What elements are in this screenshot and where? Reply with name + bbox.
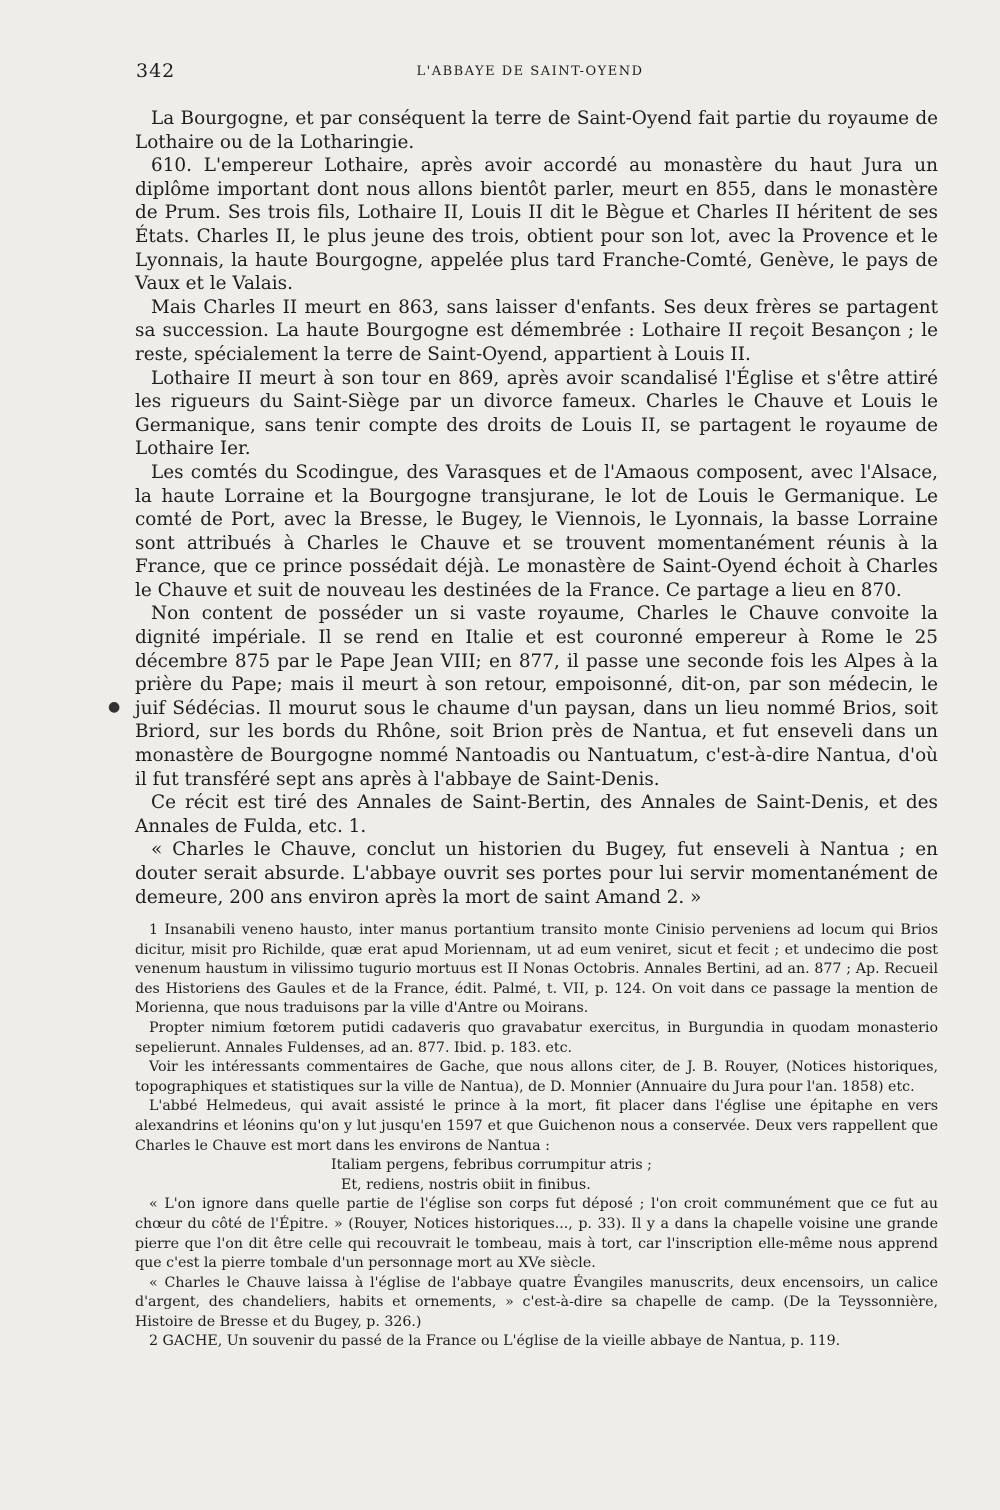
footnote: Propter nimium fœtorem putidi cadaveris quo gravabatur exercitus, in Burgundia in quodam monasterio sepelierunt. Annales Fuldenses, ad an. 877. Ibid. p. 183. etc.: [135, 1019, 938, 1056]
footnote: Voir les intéressants commentaires de Gache, que nous allons citer, de J. B. Rouyer, (Notices historiques, topographiques et statistiques sur la ville de Nantua), de D. Monnier (Annuaire du Jura pour l'an. 1858) etc.: [135, 1059, 938, 1095]
paragraph: 610. L'empereur Lothaire, après avoir accordé au monastère du haut Jura un diplôme important dont nous allons bientôt parler, meurt en 855, dans le monastère de Prum. Ses trois fils, Lothaire II, Louis II dit le Bègue et Charles II héritent de ses États. Charles II, le plus jeune des trois, obtient pour son lot, avec la Provence et le Lyonnais, la haute Bourgogne, appelée plus tard Franche-Comté, Genève, le pays de Vaux et le Valais.: [135, 155, 938, 295]
footnotes: [135, 921, 938, 1352]
paragraph: La Bourgogne, et par conséquent la terre de Saint-Oyend fait partie du royaume de Lothaire ou de la Lotharingie.: [135, 108, 938, 153]
page-number: 342: [136, 60, 176, 82]
margin-bullet-icon: ●: [108, 699, 121, 715]
footnote: 1 Insanabili veneno hausto, inter manus portantium transito monte Cinisio perveniens ad locum qui Brios dicitur, misit pro Richilde, quæ erat apud Moriennam, ut ad eum veniret, sicut et fecit ; et undecimo die post venenum haustum in vilissimo tugurio mortuus est II Nonas Octobris. Annales Bertini, ad an. 877 ; Ap. Recueil des Historiens des Gaules et de la France, édit. Palmé, t. VII, p. 124. On voit dans ce passage la mention de Morienna, que nous traduisons par la ville d'Antre ou Moirans.: [135, 922, 938, 1017]
main-text: [135, 107, 938, 909]
footnote: « L'on ignore dans quelle partie de l'église son corps fut déposé ; l'on croit communément que ce fut au chœur du côté de l'Épitre. » (Rouyer, Notices historiques..., p. 33). Il y a dans la chapelle voisine une grande pierre que l'on dit être celle qui recouvrait le tombeau, mais à tort, car l'inscription elle-même nous apprend que c'est la pierre tombale d'un personnage mort au XVe siècle.: [135, 1196, 938, 1272]
paragraph: Les comtés du Scodingue, des Varasques et de l'Amaous composent, avec l'Alsace, la haute Lorraine et la Bourgogne transjurane, le lot de Louis le Germanique. Le comté de Port, avec la Bresse, le Bugey, le Viennois, le Lyonnais, la basse Lorraine sont attribués à Charles le Chauve et se trouvent momentanément réunis à la France, que ce prince possédait déjà. Le monastère de Saint-Oyend échoit à Charles le Chauve et suit de nouveau les destinées de la France. Ce partage a lieu en 870.: [135, 461, 938, 601]
verse-line: Et, rediens, nostris obiit in finibus.: [341, 1176, 591, 1193]
footnote: L'abbé Helmedeus, qui avait assisté le prince à la mort, fit placer dans l'église une épitaphe en vers alexandrins et léonins qu'on y lut jusqu'en 1597 et que Guichenon nous a conservée. Deux vers rappellent que Charles le Chauve est mort dans les environs de Nantua :: [135, 1098, 938, 1154]
paragraph: Mais Charles II meurt en 863, sans laisser d'enfants. Ses deux frères se partagent sa succession. La haute Bourgogne est démembrée : Lothaire II reçoit Besançon ; le reste, spécialement la terre de Saint-Oyend, appartient à Louis II.: [135, 296, 938, 365]
page-header: [0, 0, 1000, 100]
footnote: 2 GACHE, Un souvenir du passé de la France ou L'église de la vieille abbaye de Nantua, p. 119.: [149, 1333, 841, 1350]
paragraph: Ce récit est tiré des Annales de Saint-Bertin, des Annales de Saint-Denis, et des Annales de Fulda, etc. 1.: [135, 792, 938, 837]
paragraph: Non content de posséder un si vaste royaume, Charles le Chauve convoite la dignité impériale. Il se rend en Italie et est couronné empereur à Rome le 25 décembre 875 par le Pape Jean VIII; en 877, il passe une seconde fois les Alpes à la prière du Pape; mais il meurt à son retour, empoisonné, dit-on, par son médecin, le juif Sédécias. Il mourut sous le chaume d'un paysan, dans un lieu nommé Brios, soit Briord, sur les bords du Rhône, soit Brion près de Nantua, et fut enseveli dans un monastère de Bourgogne nommé Nantoadis ou Nantuatum, c'est-à-dire Nantua, d'où il fut transféré sept ans après à l'abbaye de Saint-Denis.: [135, 603, 938, 790]
footnote: « Charles le Chauve laissa à l'église de l'abbaye quatre Évangiles manuscrits, deux encensoirs, un calice d'argent, des chandeliers, habits et ornements, » c'est-à-dire sa chapelle de camp. (De la Teyssonnière, Histoire de Bresse et du Bugey, p. 326.): [135, 1274, 938, 1330]
paragraph: Lothaire II meurt à son tour en 869, après avoir scandalisé l'Église et s'être attiré les rigueurs du Saint-Siège par un divorce fameux. Charles le Chauve et Louis le Germanique, sans tenir compte des droits de Louis II, se partagent le royaume de Lothaire Ier.: [135, 367, 938, 460]
paragraph: « Charles le Chauve, conclut un historien du Bugey, fut enseveli à Nantua ; en douter serait absurde. L'abbaye ouvrit ses portes pour lui servir momentanément de demeure, 200 ans environ après la mort de saint Amand 2. »: [135, 839, 938, 908]
running-title: L'ABBAYE DE SAINT-OYEND: [416, 64, 644, 79]
verse-line: Italiam pergens, febribus corrumpitur atris ;: [331, 1157, 652, 1174]
